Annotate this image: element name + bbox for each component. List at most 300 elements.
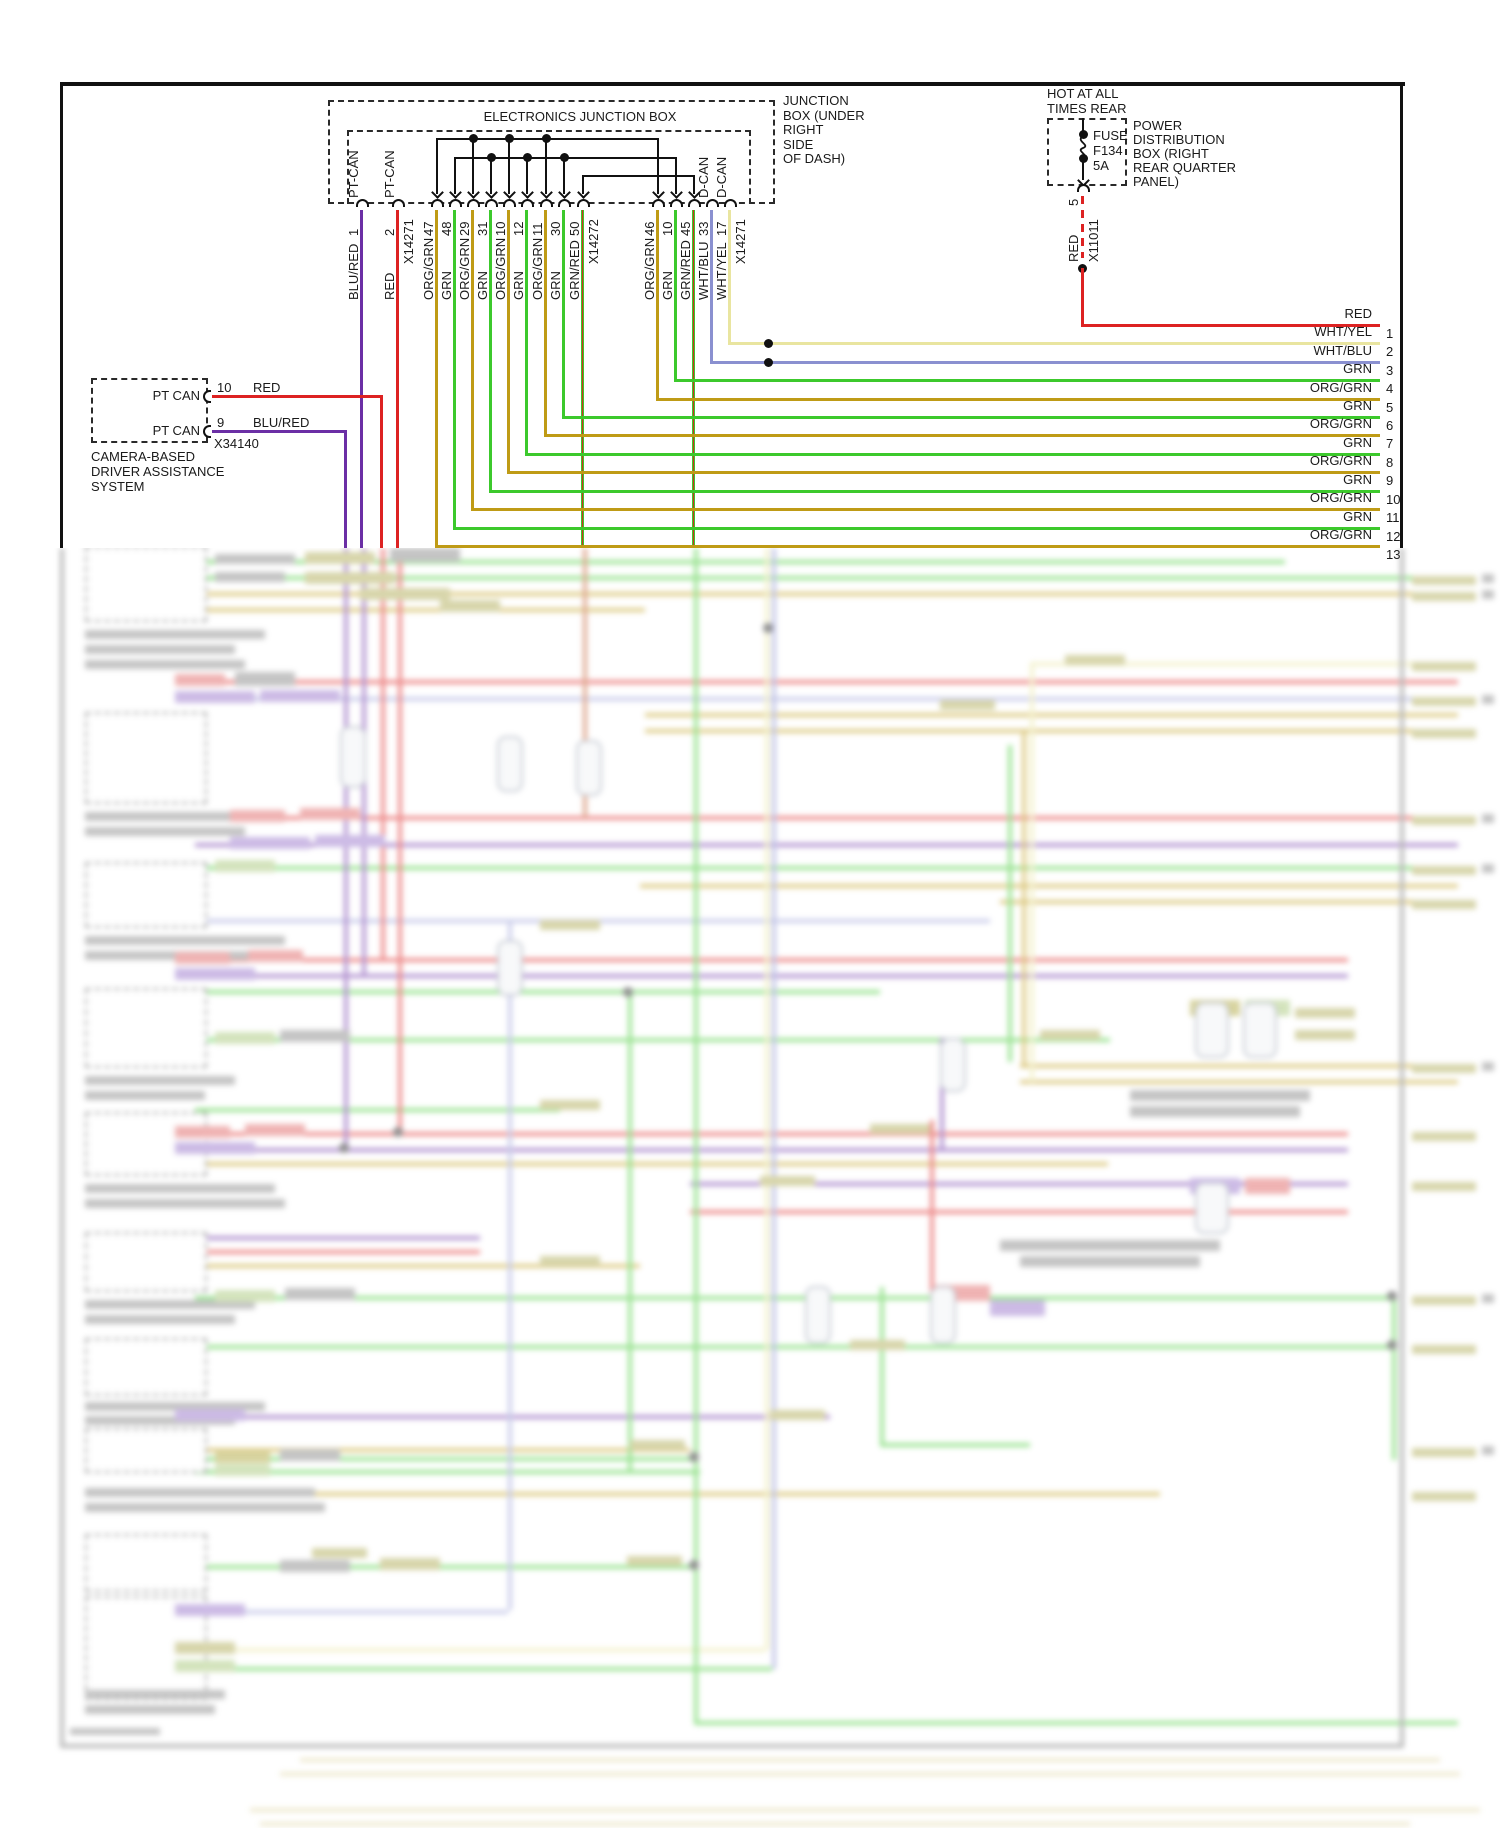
wire-color-label: ORG/GRN — [457, 237, 472, 300]
row-label-12: GRN — [1343, 509, 1372, 524]
blur-decor — [305, 572, 395, 584]
blur-decor — [880, 1443, 1030, 1447]
blur-decor — [770, 1410, 825, 1420]
blur-decor — [1482, 1446, 1494, 1455]
pin-connector-arc — [449, 199, 462, 207]
blur-decor — [195, 1648, 765, 1652]
jb-loc-line3: RIGHT — [783, 122, 824, 137]
bus-junction-dot — [487, 153, 496, 162]
row-number-10: 10 — [1386, 492, 1401, 507]
power-distribution-box-label — [1133, 119, 1236, 189]
wire-color-label: RED — [382, 272, 397, 300]
row-number-2: 2 — [1386, 344, 1394, 359]
blur-decor — [85, 1338, 207, 1396]
pin-connector-arc — [203, 425, 211, 438]
pdb-line5: PANEL) — [1133, 174, 1179, 189]
blur-decor — [195, 990, 880, 994]
wire-grn-pin48 — [453, 210, 456, 529]
wire-blured-camera — [212, 430, 347, 433]
blur-decor — [175, 674, 225, 686]
blur-decor — [175, 691, 255, 703]
connector-id: X14271 — [733, 219, 748, 264]
blur-decor — [576, 740, 602, 796]
blur-decor — [312, 1548, 367, 1558]
wire-color-label: ORG/GRN — [421, 237, 436, 300]
blur-decor — [1482, 1294, 1494, 1303]
blur-decor — [85, 827, 245, 836]
blur-decor — [1482, 695, 1494, 704]
blur-decor — [1008, 745, 1012, 1062]
camera-pin9-number: 9 — [217, 415, 225, 430]
blur-decor — [1482, 1062, 1494, 1071]
pin-number: 12 — [511, 221, 526, 236]
blur-decor — [85, 1488, 315, 1497]
blur-decor — [175, 952, 230, 964]
blur-decor — [280, 1772, 1460, 1776]
ejb-bus-grnred — [583, 175, 694, 177]
blur-decor — [880, 1287, 884, 1445]
blur-decor — [195, 1236, 480, 1240]
pdb-line3: BOX (RIGHT — [1133, 146, 1209, 161]
wire-red-pin2 — [396, 210, 399, 548]
blur-decor — [623, 987, 633, 997]
blur-decor — [85, 1503, 325, 1512]
hot-line1: HOT AT ALL — [1047, 86, 1119, 101]
blur-decor — [339, 1143, 349, 1153]
row-label-2: WHT/YEL — [1314, 324, 1372, 339]
row-number-5: 5 — [1386, 400, 1394, 415]
pin-number: 50 — [567, 221, 582, 236]
blur-decor — [195, 1492, 1160, 1496]
blur-decor — [1412, 816, 1476, 825]
blur-decor — [195, 1296, 1392, 1300]
pdb-line1: POWER — [1133, 118, 1183, 133]
blur-decor — [85, 645, 235, 654]
blur-decor — [85, 862, 207, 928]
blur-decor — [175, 1642, 235, 1654]
pin-connector-arc — [485, 199, 498, 207]
blur-decor — [85, 1705, 215, 1714]
jb-loc-line4: SIDE — [783, 136, 814, 152]
pin-connector-arc — [521, 199, 534, 207]
blur-decor — [195, 1162, 1108, 1166]
blur-decor — [85, 1199, 285, 1208]
jb-loc-line5: OF DASH) — [783, 151, 846, 166]
row-number-9: 9 — [1386, 473, 1394, 488]
blur-decor — [508, 919, 512, 1610]
wire-color-label: GRN — [660, 271, 675, 300]
blur-decor — [230, 837, 310, 849]
pin-number: 47 — [421, 221, 436, 236]
wire-color-label: ORG/GRN — [530, 237, 545, 300]
wire-color-label: GRN — [548, 271, 563, 300]
junction-box-location-label — [783, 94, 865, 167]
blur-decor — [1065, 655, 1125, 665]
blur-decor — [280, 1030, 350, 1042]
blur-decor — [285, 1288, 355, 1300]
blur-decor — [340, 726, 366, 788]
pin-connector-arc — [652, 199, 665, 207]
blur-decor — [195, 608, 645, 612]
blur-decor — [195, 1565, 694, 1569]
row-label-8: GRN — [1343, 435, 1372, 450]
blur-decor — [1412, 1296, 1476, 1305]
blur-decor — [195, 1667, 772, 1671]
blur-decor — [1412, 1132, 1476, 1141]
blur-decor — [250, 1808, 1480, 1812]
pin-connector-arc — [1077, 184, 1090, 192]
wire-grn-pin12 — [525, 210, 528, 456]
pin-connector-arc — [203, 390, 211, 403]
fuse-label: FUSE — [1093, 128, 1128, 143]
blur-decor — [1412, 866, 1476, 875]
pin-number: 11 — [530, 222, 545, 236]
bus-junction-dot — [523, 153, 532, 162]
blur-decor — [1412, 592, 1476, 601]
camera-pin10-number: 10 — [217, 380, 232, 395]
row-number-4: 4 — [1386, 381, 1394, 396]
blur-decor — [85, 1076, 235, 1085]
blur-decor — [930, 1286, 956, 1344]
blur-decor — [85, 1690, 225, 1699]
blur-decor — [215, 1290, 275, 1302]
blur-decor — [85, 660, 245, 669]
blur-decor — [1400, 548, 1404, 1748]
pdb-line2: DISTRIBUTION — [1133, 132, 1225, 147]
wire-grn-pin31 — [489, 210, 492, 493]
blur-decor — [627, 1556, 682, 1566]
blur-decor — [85, 936, 285, 945]
pin-connector-arc — [540, 199, 553, 207]
row-number-8: 8 — [1386, 455, 1394, 470]
blur-decor — [248, 950, 303, 962]
blur-decor — [440, 600, 500, 612]
wire-color-label: GRN/RED — [567, 240, 582, 300]
row-label-1: RED — [1344, 306, 1372, 321]
row-number-11: 11 — [1386, 510, 1400, 525]
blur-decor — [85, 1315, 235, 1324]
row-label-11: ORG/GRN — [1309, 490, 1372, 505]
blur-decor — [870, 1124, 930, 1134]
bus-label-dcan: D-CAN — [696, 156, 711, 198]
blur-decor — [260, 690, 340, 702]
page-border-top — [60, 82, 1405, 86]
blur-decor — [689, 1452, 699, 1462]
blur-decor — [1412, 1448, 1476, 1457]
wire-grn-pin30 — [562, 210, 565, 419]
blur-decor — [772, 548, 776, 1669]
blur-decor — [280, 1449, 340, 1461]
blur-decor — [1195, 1182, 1229, 1234]
blur-decor — [380, 1558, 440, 1570]
row-number-3: 3 — [1386, 363, 1394, 378]
ejb-title: ELECTRONICS JUNCTION BOX — [430, 110, 730, 124]
blur-decor — [1482, 864, 1494, 873]
blur-decor — [260, 1822, 1410, 1826]
blur-decor — [805, 1286, 831, 1344]
blur-decor — [398, 548, 402, 1132]
connector-id: X11011 — [1086, 219, 1101, 262]
blur-decor — [85, 1232, 207, 1292]
blur-decor — [195, 1470, 700, 1474]
blur-decor — [1000, 900, 1458, 904]
connector-id: X14272 — [586, 219, 601, 264]
pin-number: 45 — [678, 221, 693, 236]
blur-decor — [694, 548, 698, 1723]
blur-decor — [300, 808, 360, 820]
blur-decor — [85, 1184, 275, 1193]
blur-decor — [1387, 1340, 1397, 1350]
blur-decor — [215, 860, 275, 872]
blur-decor — [215, 1451, 270, 1463]
hot-at-all-times-label — [1047, 86, 1126, 116]
blur-decor — [235, 672, 295, 686]
blur-decor — [381, 548, 385, 958]
blur-decor — [85, 988, 207, 1068]
blur-decor — [1482, 814, 1494, 823]
blur-decor — [1412, 900, 1476, 909]
blur-decor — [175, 1604, 245, 1616]
pin-number: 5 — [1066, 198, 1081, 206]
blur-decor — [1482, 574, 1494, 583]
blur-decor — [540, 1100, 600, 1110]
splice-dot — [764, 358, 773, 367]
pin-connector-arc — [724, 199, 737, 207]
blur-decor — [1295, 1008, 1355, 1018]
bus-junction-dot — [542, 134, 551, 143]
blur-decor — [195, 1415, 830, 1419]
bus-label-ptcan: PT-CAN — [346, 150, 361, 198]
blur-decor — [1412, 729, 1476, 738]
blur-decor — [1130, 1106, 1300, 1117]
blur-decor — [315, 835, 385, 847]
blur-decor — [628, 990, 632, 1470]
wire-red-camera — [212, 395, 383, 398]
fuse-rating: 5A — [1093, 158, 1109, 173]
pdb-line4: REAR QUARTER — [1133, 160, 1237, 175]
blur-decor — [1022, 729, 1026, 1066]
page-border-left — [60, 82, 63, 548]
bus-junction-dot — [505, 134, 514, 143]
row-number-7: 7 — [1386, 436, 1394, 451]
blurred-diagram-section — [0, 548, 1500, 1828]
bus-junction-dot — [469, 134, 478, 143]
blur-decor — [85, 1091, 205, 1100]
camera-title-line1: CAMERA-BASED — [91, 449, 196, 464]
blur-decor — [1392, 1296, 1396, 1460]
camera-title-line2: DRIVER ASSISTANCE — [91, 464, 225, 479]
blur-decor — [175, 1409, 245, 1421]
blur-decor — [60, 548, 64, 1748]
blur-decor — [990, 1300, 1045, 1316]
blur-decor — [280, 1560, 350, 1572]
wire-color-label: WHT/YEL — [714, 242, 729, 300]
blur-decor — [85, 630, 265, 639]
blur-decor — [940, 700, 995, 710]
blur-decor — [1040, 1030, 1100, 1040]
wire-blured-camera-drop — [344, 430, 347, 548]
blur-decor — [497, 736, 523, 792]
blur-decor — [1412, 1064, 1476, 1073]
wire-color-label: GRN/RED — [678, 240, 693, 300]
blur-decor — [1000, 1240, 1220, 1251]
pin-number: 2 — [382, 228, 397, 236]
wire-color-label: BLU/RED — [346, 243, 361, 300]
blur-decor — [215, 572, 285, 582]
blur-decor — [390, 548, 460, 562]
blur-decor — [1245, 1178, 1290, 1194]
blur-decor — [175, 968, 255, 980]
blur-decor — [175, 1126, 230, 1138]
wire-color-label: GRN — [439, 271, 454, 300]
hot-line2: TIMES REAR — [1047, 101, 1127, 116]
blur-decor — [70, 1728, 160, 1735]
blur-decor — [175, 1660, 235, 1672]
blur-decor — [215, 554, 295, 564]
pin-number: 48 — [439, 221, 454, 236]
camera-connector-id: X34140 — [214, 436, 259, 451]
blur-decor — [1412, 662, 1476, 671]
blur-decor — [630, 1440, 685, 1450]
blur-decor — [85, 1534, 207, 1592]
pin-connector-arc — [356, 199, 369, 207]
blur-decor — [215, 1464, 270, 1476]
bus-label-dcan: D-CAN — [714, 156, 729, 198]
blur-decor — [1412, 697, 1476, 706]
row-label-9: ORG/GRN — [1309, 453, 1372, 468]
blur-decor — [360, 588, 450, 600]
blur-decor — [760, 1176, 815, 1186]
pin-number: 29 — [457, 221, 472, 236]
blur-decor — [940, 1038, 966, 1092]
page-border-right — [1400, 82, 1403, 548]
splice-dot — [764, 339, 773, 348]
blur-decor — [195, 1108, 560, 1112]
blur-decor — [640, 884, 1458, 888]
blur-decor — [1482, 590, 1494, 599]
camera-pin10-wire-label: RED — [253, 380, 281, 395]
blur-decor — [1195, 1002, 1229, 1058]
blur-decor — [1020, 1064, 1458, 1068]
wire-red-camera-drop — [380, 395, 383, 548]
blur-decor — [1412, 576, 1476, 585]
blur-decor — [689, 1560, 699, 1570]
pin-connector-arc — [467, 199, 480, 207]
blur-decor — [1130, 1090, 1310, 1101]
row-label-5: ORG/GRN — [1309, 380, 1372, 395]
pin-connector-arc — [577, 199, 590, 207]
blur-decor — [690, 1210, 1348, 1214]
wire-color-label: GRN — [475, 271, 490, 300]
blur-decor — [300, 1758, 1440, 1762]
bus-label-ptcan: PT-CAN — [382, 150, 397, 198]
jb-loc-line2: BOX (UNDER — [783, 107, 865, 123]
pin-connector-arc — [706, 199, 719, 207]
blur-decor — [175, 1142, 255, 1154]
wire-color-label: ORG/GRN — [493, 237, 508, 300]
blur-decor — [1295, 1030, 1355, 1040]
blur-decor — [850, 1340, 905, 1350]
blur-decor — [85, 1428, 207, 1473]
blur-decor — [230, 810, 285, 822]
pin-number: 31 — [475, 221, 490, 236]
row-label-10: GRN — [1343, 472, 1372, 487]
row-number-13: 13 — [1386, 547, 1401, 562]
pin-number: 30 — [548, 221, 563, 236]
blur-decor — [195, 1250, 480, 1254]
jb-loc-line1: JUNCTION — [783, 93, 849, 108]
row-label-13: ORG/GRN — [1309, 527, 1372, 542]
row-label-4: GRN — [1343, 361, 1372, 376]
blur-decor — [1030, 662, 1034, 1082]
pin-number: 17 — [714, 221, 729, 236]
wire-color-label: WHT/BLU — [696, 241, 711, 300]
pin-connector-arc — [558, 199, 571, 207]
row-label-7: ORG/GRN — [1309, 416, 1372, 431]
camera-module-title — [91, 449, 224, 494]
blur-decor — [85, 548, 207, 622]
blur-decor — [497, 940, 523, 996]
blur-decor — [1412, 1182, 1476, 1191]
pin-connector-arc — [688, 199, 701, 207]
blur-decor — [1387, 1291, 1397, 1301]
fuse-label-block — [1093, 128, 1128, 173]
blur-decor — [215, 1032, 275, 1044]
pin-connector-arc — [431, 199, 444, 207]
pin-connector-arc — [392, 199, 405, 207]
pin-number: 10 — [493, 221, 508, 236]
camera-pin9-bus-label: PT CAN — [152, 423, 200, 438]
wire-color-label: GRN — [511, 271, 526, 300]
blur-decor — [1412, 1492, 1476, 1501]
pin-number: 46 — [642, 221, 657, 236]
row-number-1: 1 — [1386, 326, 1394, 341]
pin-connector-arc — [670, 199, 683, 207]
pin-connector-arc — [503, 199, 516, 207]
wire-color-label: ORG/GRN — [642, 237, 657, 300]
camera-pin9-wire-label: BLU/RED — [253, 415, 310, 430]
blur-decor — [694, 1721, 1458, 1725]
blur-decor — [1020, 1080, 1458, 1084]
fuse-id: F134 — [1093, 143, 1123, 158]
blur-decor — [344, 548, 348, 1148]
blur-decor — [763, 623, 773, 633]
blur-decor — [85, 712, 207, 804]
pin-number: 33 — [696, 221, 711, 236]
row-number-12: 12 — [1386, 529, 1401, 544]
blur-decor — [393, 1127, 403, 1137]
wire-red-dashed-x11011 — [1081, 196, 1084, 258]
blur-decor — [765, 548, 769, 1650]
blur-decor — [305, 552, 375, 564]
pin-number: 1 — [346, 228, 361, 236]
wire-color-label: RED — [1066, 234, 1081, 262]
blur-decor — [245, 1124, 305, 1136]
blur-decor — [1412, 1345, 1476, 1354]
blur-decor — [1020, 1256, 1200, 1267]
connector-id: X14271 — [401, 219, 416, 264]
blur-decor — [540, 920, 600, 930]
pin-number: 10 — [660, 221, 675, 236]
camera-title-line3: SYSTEM — [91, 479, 145, 494]
blur-decor — [60, 1744, 1402, 1748]
blur-decor — [1243, 1002, 1277, 1058]
bus-junction-dot — [560, 153, 569, 162]
blur-decor — [540, 1256, 600, 1266]
camera-pin10-bus-label: PT CAN — [152, 388, 200, 403]
row-label-3: WHT/BLU — [1313, 343, 1372, 358]
blurred-diagram-content — [0, 548, 1500, 1828]
